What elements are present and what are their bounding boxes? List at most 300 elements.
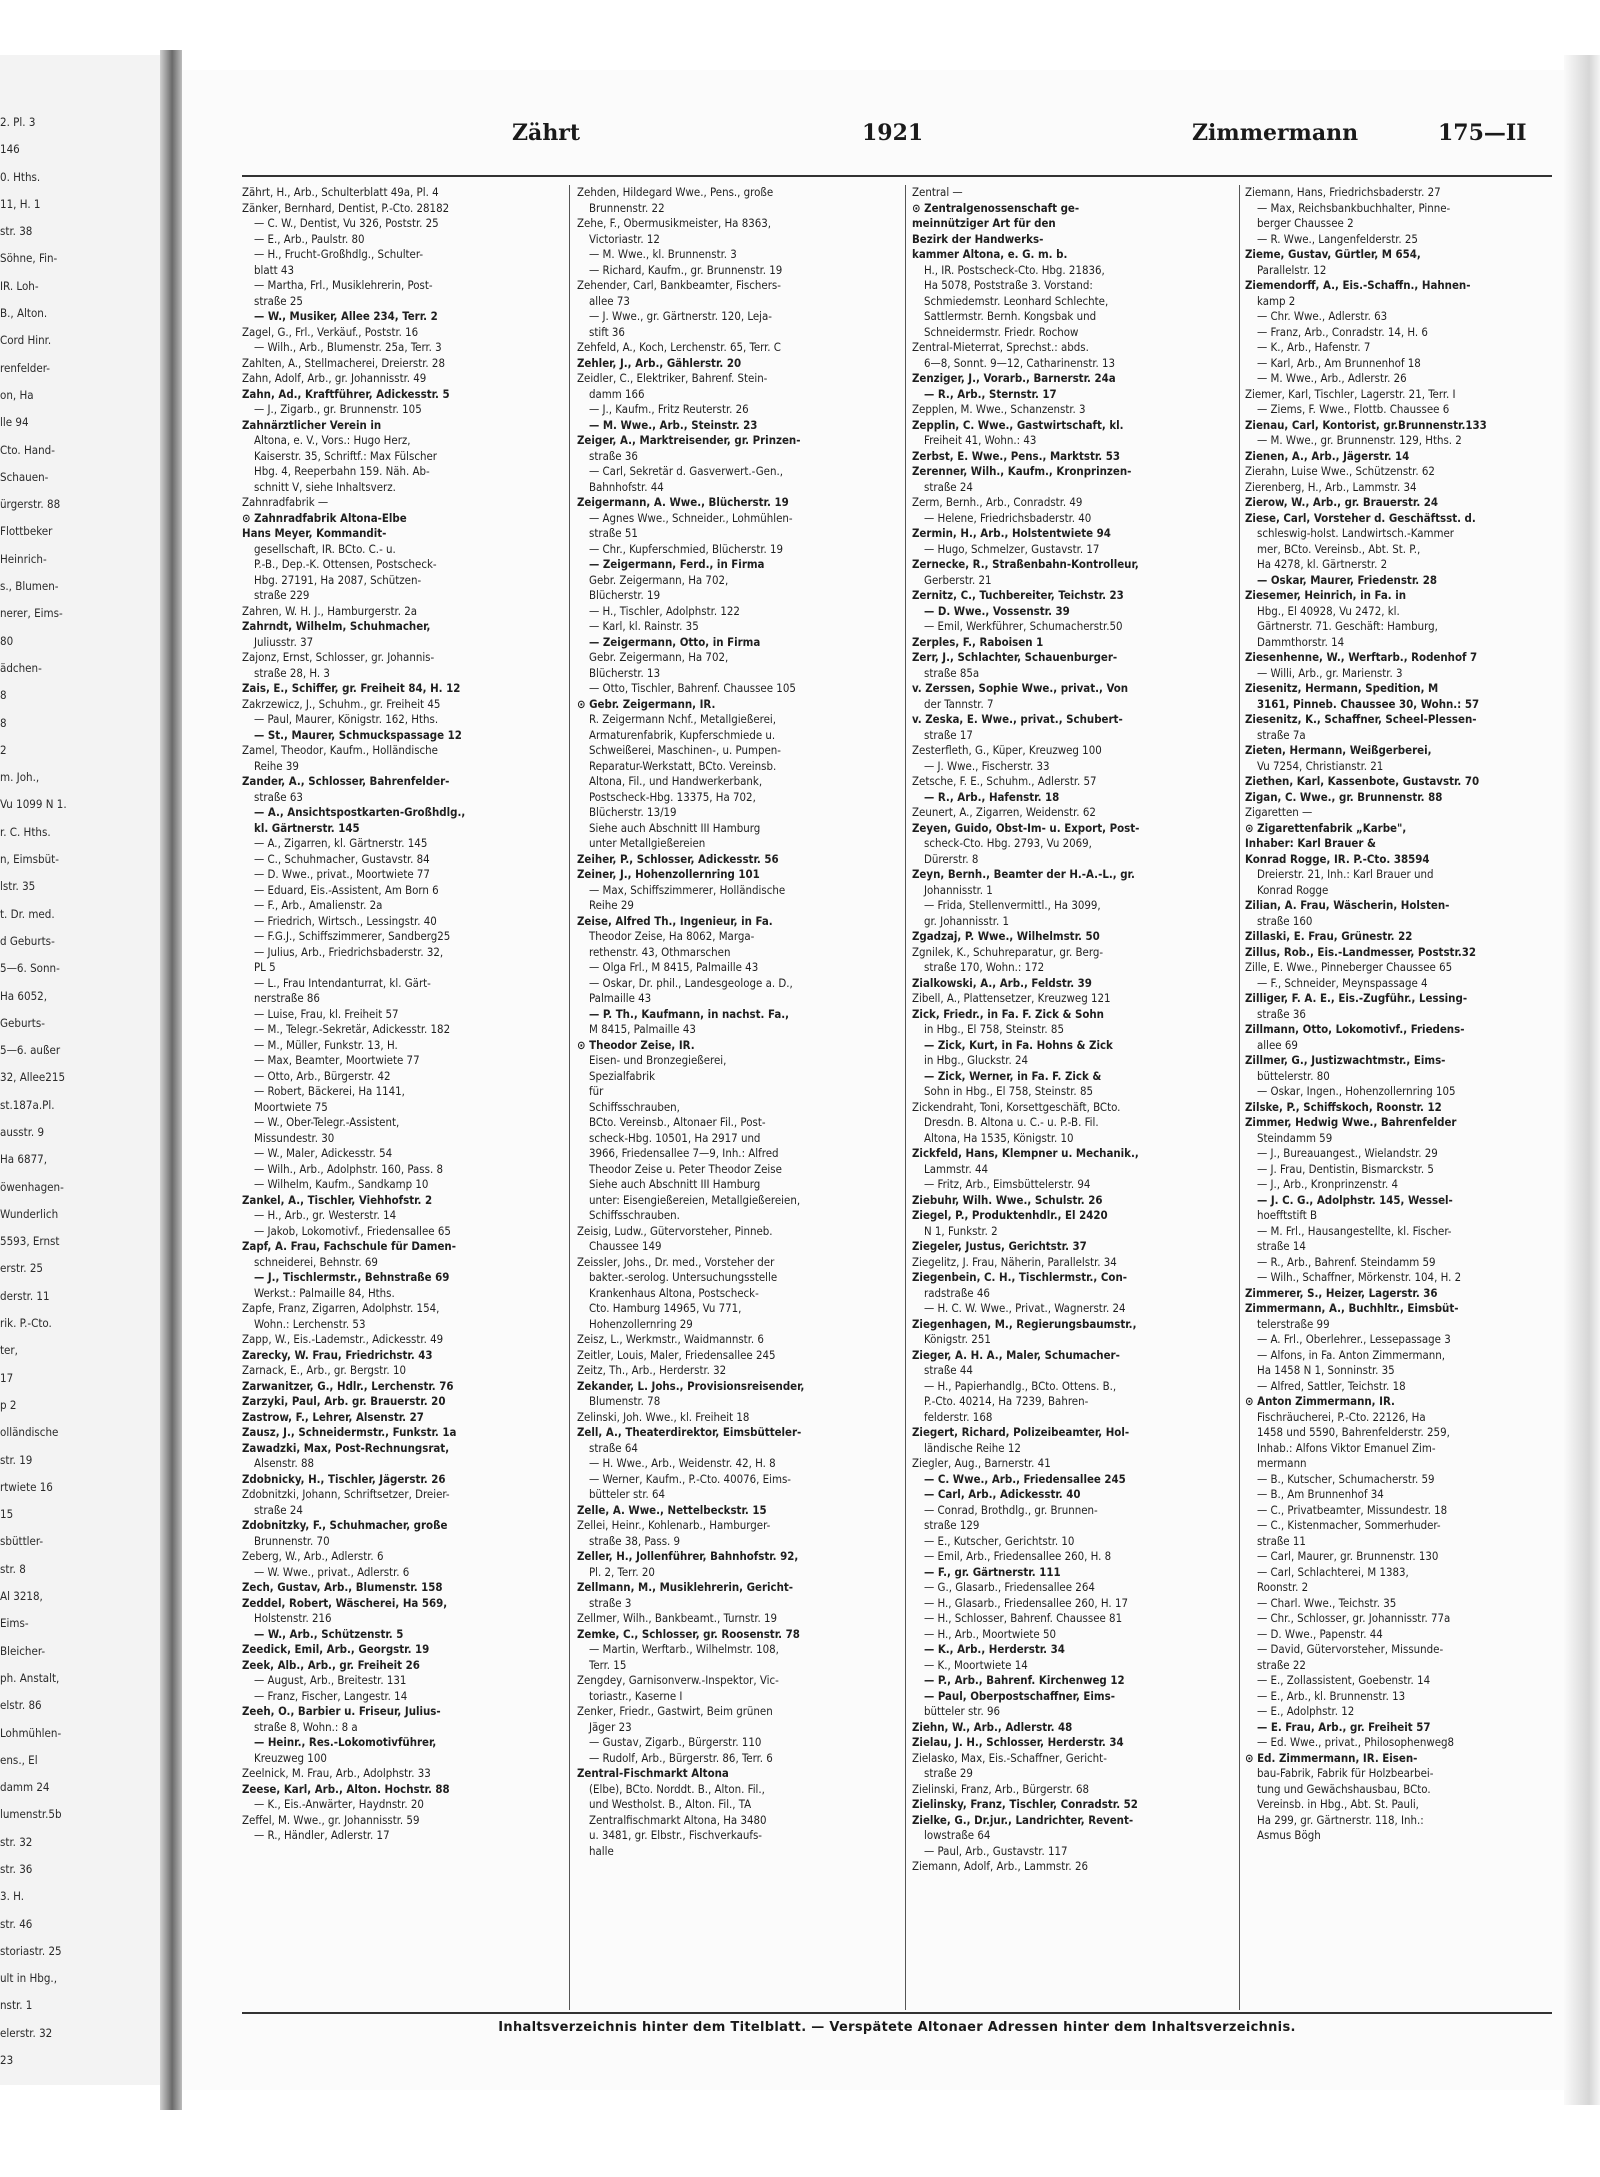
directory-entry: — R., Händler, Adlerstr. 17: [254, 1828, 390, 1842]
left-page-line: 8: [0, 688, 7, 703]
directory-entry: Zech, Gustav, Arb., Blumenstr. 158: [242, 1580, 443, 1594]
directory-entry: — H. Wwe., Arb., Weidenstr. 42, H. 8: [589, 1456, 776, 1470]
directory-entry: — W. Wwe., privat., Adlerstr. 6: [254, 1564, 410, 1579]
directory-entry: mer, BCto. Vereinsb., Abt. St. P.,: [1257, 541, 1421, 556]
directory-entry: Inhab.: Alfons Viktor Emanuel Zim-: [1257, 1440, 1436, 1455]
directory-entry: Schmiedemstr. Leonhard Schlechte,: [924, 293, 1109, 308]
directory-entry: straße 160: [1257, 913, 1313, 928]
directory-entry: — Wilh., Arb., Blumenstr. 25a, Terr. 3: [254, 340, 442, 354]
directory-entry: Ziegenbein, C. H., Tischlermstr., Con-: [912, 1270, 1128, 1284]
directory-entry: Zernecke, R., Straßenbahn-Kontrolleur,: [912, 557, 1139, 571]
directory-entry: lowstraße 64: [924, 1828, 991, 1842]
directory-entry: — F., gr. Gärtnerstr. 111: [924, 1564, 1061, 1579]
directory-entry: — Conrad, Brothdlg., gr. Brunnen-: [924, 1502, 1098, 1517]
directory-entry: Zienau, Carl, Kontorist, gr.Brunnenstr.133: [1245, 417, 1487, 432]
directory-entry: Zarwanitzer, G., Hdlr., Lerchenstr. 76: [242, 1378, 454, 1393]
directory-entry: Zillus, Rob., Eis.-Landmesser, Poststr.32: [1245, 944, 1477, 959]
directory-entry: Zeberg, W., Arb., Adlerstr. 6: [242, 1549, 384, 1563]
header-year: 1921: [862, 120, 924, 146]
directory-entry: Hans Meyer, Kommandit-: [242, 526, 387, 540]
directory-column-3: [912, 185, 1222, 1875]
directory-entry: Ziesenitz, Hermann, Spedition, M: [1245, 681, 1439, 695]
directory-entry: bütteler str. 64: [589, 1487, 666, 1501]
directory-entry: Zeisz, L., Werkmstr., Waidmannstr. 6: [577, 1332, 764, 1346]
directory-entry: Gärtnerstr. 71. Geschäft: Hamburg,: [1257, 619, 1438, 633]
directory-entry: — Chr., Schlosser, gr. Johannisstr. 77a: [1257, 1611, 1451, 1625]
left-page-line: lle 94: [0, 415, 29, 430]
directory-entry: Ha 4278, kl. Gärtnerstr. 2: [1257, 557, 1388, 571]
directory-entry: Ziegel, P., Produktenhdlr., El 2420: [912, 1208, 1108, 1222]
directory-entry: Ziemann, Adolf, Arb., Lammstr. 26: [912, 1859, 1088, 1873]
directory-entry: Armaturenfabrik, Kupferschmiede u.: [589, 727, 776, 742]
directory-entry: Konrad Rogge: [1257, 882, 1329, 897]
directory-entry: Bezirk der Handwerks-: [912, 231, 1044, 246]
directory-entry: schneiderei, Behnstr. 69: [254, 1254, 378, 1269]
directory-entry: 3966, Friedensallee 7—9, Inh.: Alfred: [589, 1146, 779, 1160]
left-page-line: Ha 6052,: [0, 988, 48, 1003]
directory-entry: — H., Schlosser, Bahrenf. Chaussee 81: [924, 1611, 1123, 1625]
directory-entry: — Frida, Stellenvermittl., Ha 3099,: [924, 898, 1101, 912]
directory-entry: Dürerstr. 8: [924, 851, 979, 866]
directory-entry: — Chr., Kupferschmied, Blücherstr. 19: [589, 541, 784, 556]
left-page-line: 8: [0, 715, 7, 730]
directory-entry: Ziegert, Richard, Polizeibeamter, Hol-: [912, 1425, 1130, 1439]
directory-entry: — K., Eis.-Anwärter, Haydnstr. 20: [254, 1797, 424, 1811]
directory-entry: Moortwiete 75: [254, 1099, 328, 1114]
directory-entry: ⊙ Theodor Zeise, IR.: [577, 1037, 695, 1052]
directory-entry: — Jakob, Lokomotivf., Friedensallee 65: [254, 1223, 451, 1238]
directory-entry: M 8415, Palmaille 43: [589, 1022, 696, 1036]
directory-entry: Zapfe, Franz, Zigarren, Adolphstr. 154,: [242, 1301, 440, 1315]
directory-entry: Zell, A., Theaterdirektor, Eimsbütteler-: [577, 1425, 802, 1439]
directory-entry: PL 5: [254, 960, 276, 974]
directory-entry: — Carl, Sekretär d. Gasverwert.-Gen.,: [589, 464, 783, 478]
directory-entry: straße 36: [1257, 1006, 1306, 1021]
directory-entry: Zeise, Alfred Th., Ingenieur, in Fa.: [577, 913, 773, 928]
directory-entry: Altona, e. V., Vors.: Hugo Herz,: [254, 433, 411, 447]
directory-entry: Zengdey, Garnisonverw.-Inspektor, Vic-: [577, 1673, 779, 1687]
directory-entry: Zimmerer, S., Heizer, Lagerstr. 36: [1245, 1285, 1438, 1300]
directory-entry: Hbg. 4, Reeperbahn 159. Näh. Ab-: [254, 464, 430, 478]
directory-entry: Zeek, Alb., Arb., gr. Freiheit 26: [242, 1657, 420, 1672]
directory-entry: Zielinsky, Franz, Tischler, Conradstr. 52: [912, 1797, 1138, 1811]
directory-entry: straße 11: [1257, 1533, 1306, 1548]
directory-entry: — St., Maurer, Schmuckspassage 12: [254, 727, 462, 742]
directory-entry: Zänker, Bernhard, Dentist, P.-Cto. 28182: [242, 200, 450, 215]
directory-entry: Ha 1458 N 1, Sonninstr. 35: [1257, 1363, 1395, 1377]
directory-entry: — A., Zigarren, kl. Gärtnerstr. 145: [254, 836, 428, 850]
directory-entry: Ziemendorff, A., Eis.-Schaffn., Hahnen-: [1245, 278, 1471, 292]
directory-entry: Zeiner, J., Hohenzollernring 101: [577, 867, 760, 881]
directory-entry: Zdobnitzky, F., Schuhmacher, große: [242, 1518, 448, 1532]
directory-entry: ⊙ Zigarettenfabrik „Karbe",: [1245, 820, 1407, 835]
left-page-line: 32, Allee215: [0, 1070, 66, 1085]
directory-entry: — E. Frau, Arb., gr. Freiheit 57: [1257, 1719, 1431, 1734]
directory-entry: — Werner, Kaufm., P.-Cto. 40076, Eims-: [589, 1471, 791, 1486]
directory-entry: Zeissler, Johs., Dr. med., Vorsteher der: [577, 1254, 775, 1269]
directory-entry: Reihe 39: [254, 758, 299, 773]
directory-entry: — A. Frl., Oberlehrer., Lessepassage 3: [1257, 1332, 1451, 1346]
directory-entry: — M., Müller, Funkstr. 13, H.: [254, 1037, 398, 1052]
directory-entry: Freiheit 41, Wohn.: 43: [924, 433, 1037, 447]
directory-entry: Schweißerei, Maschinen-, u. Pumpen-: [589, 743, 781, 757]
directory-entry: Zerr, J., Schlachter, Schauenburger-: [912, 650, 1118, 664]
left-page-line: ph. Anstalt,: [0, 1670, 60, 1685]
directory-entry: Zierahn, Luise Wwe., Schützenstr. 62: [1245, 464, 1435, 478]
directory-entry: der Tannstr. 7: [924, 696, 994, 711]
left-page-line: Cord Hinr.: [0, 333, 52, 348]
left-page-line: damm 24: [0, 1780, 50, 1795]
directory-entry: allee 73: [589, 293, 630, 308]
directory-entry: Holstenstr. 216: [254, 1611, 332, 1625]
directory-entry: P.-B., Dep.-K. Ottensen, Postscheck-: [254, 557, 437, 571]
directory-entry: v. Zerssen, Sophie Wwe., privat., Von: [912, 681, 1129, 695]
left-page-line: 80: [0, 633, 14, 648]
directory-entry: radstraße 46: [924, 1285, 990, 1300]
directory-entry: berger Chaussee 2: [1257, 216, 1354, 230]
directory-entry: — W., Arb., Schützenstr. 5: [254, 1626, 404, 1641]
directory-entry: Zieme, Gustav, Gürtler, M 654,: [1245, 247, 1421, 261]
directory-entry: Zarzyki, Paul, Arb. gr. Brauerstr. 20: [242, 1394, 446, 1408]
directory-entry: Zeiger, A., Marktreisender, gr. Prinzen-: [577, 433, 801, 447]
left-page-line: 5593, Ernst: [0, 1234, 60, 1249]
directory-entry: telerstraße 99: [1257, 1316, 1330, 1331]
directory-entry: Zahrndt, Wilhelm, Schuhmacher,: [242, 619, 431, 633]
directory-entry: scheck-Hbg. 10501, Ha 2917 und: [589, 1130, 761, 1145]
directory-entry: — W., Ober-Telegr.-Assistent,: [254, 1115, 400, 1129]
left-page-line: str. 19: [0, 1452, 33, 1467]
directory-entry: Zdobnitzki, Johann, Schriftsetzer, Dreier-: [242, 1487, 450, 1501]
directory-entry: Theodor Zeise, Ha 8062, Marga-: [589, 929, 755, 943]
directory-entry: — Franz, Arb., Conradstr. 14, H. 6: [1257, 324, 1428, 339]
directory-entry: — Eduard, Eis.-Assistent, Am Born 6: [254, 882, 439, 897]
directory-entry: Zellmer, Wilh., Bankbeamt., Turnstr. 19: [577, 1611, 778, 1625]
directory-entry: Zeller, H., Jollenführer, Bahnhofstr. 92,: [577, 1549, 799, 1563]
left-page-line: 0. Hths.: [0, 169, 41, 184]
directory-entry: Juliusstr. 37: [254, 634, 314, 649]
directory-entry: straße 7a: [1257, 727, 1306, 742]
directory-entry: — Heinr., Res.-Lokomotivführer,: [254, 1735, 437, 1749]
left-page-line: ürgerstr. 88: [0, 497, 61, 512]
directory-entry: — G., Glasarb., Friedensallee 264: [924, 1580, 1095, 1594]
directory-entry: Zakrzewicz, J., Schuhm., gr. Freiheit 45: [242, 696, 441, 711]
directory-entry: — Carl, Maurer, gr. Brunnenstr. 130: [1257, 1549, 1439, 1563]
directory-entry: straße 85a: [924, 665, 980, 680]
directory-entry: Zdobnicky, H., Tischler, Jägerstr. 26: [242, 1471, 446, 1486]
directory-entry: Ziegenhagen, M., Regierungsbaumstr.,: [912, 1316, 1137, 1331]
book-spine: [160, 50, 182, 2110]
directory-entry: und Westholst. B., Alton. Fil., TA: [589, 1797, 752, 1811]
directory-entry: Zeyn, Bernh., Beamter der H.-A.-L., gr.: [912, 867, 1135, 881]
directory-entry: — Oskar, Maurer, Friedenstr. 28: [1257, 572, 1437, 587]
directory-entry: Ziese, Carl, Vorsteher d. Geschäftsst. d.: [1245, 510, 1476, 525]
left-page-line: storiastr. 25: [0, 1943, 62, 1958]
directory-entry: — H., Papierhandlg., BCto. Ottens. B.,: [924, 1378, 1117, 1393]
directory-entry: kammer Altona, e. G. m. b.: [912, 247, 1068, 261]
directory-entry: stift 36: [589, 324, 625, 339]
left-page-line: ter,: [0, 1343, 18, 1358]
directory-entry: — Otto, Tischler, Bahrenf. Chaussee 105: [589, 681, 796, 695]
directory-entry: Zekander, L. Johs., Provisionsreisender,: [577, 1378, 805, 1393]
directory-entry: Zierow, W., Arb., gr. Brauerstr. 24: [1245, 495, 1439, 509]
directory-entry: straße 3: [589, 1595, 632, 1610]
directory-entry: Zeese, Karl, Arb., Alton. Hochstr. 88: [242, 1781, 450, 1796]
left-page-line: derstr. 11: [0, 1288, 50, 1303]
directory-entry: — M. Frl., Hausangestellte, kl. Fischer-: [1257, 1223, 1452, 1238]
directory-entry: — C., Privatbeamter, Missundestr. 18: [1257, 1502, 1448, 1517]
directory-entry: — B., Kutscher, Schumacherstr. 59: [1257, 1471, 1435, 1486]
directory-entry: Zimmer, Hedwig Wwe., Bahrenfelder: [1245, 1115, 1457, 1129]
directory-entry: Zeelnick, M. Frau, Arb., Adolphstr. 33: [242, 1766, 431, 1780]
directory-entry: allee 69: [1257, 1037, 1298, 1052]
directory-entry: Zgadzaj, P. Wwe., Wilhelmstr. 50: [912, 929, 1100, 943]
directory-entry: toriastr., Kaserne I: [589, 1688, 683, 1703]
directory-entry: Gebr. Zeigermann, Ha 702,: [589, 572, 729, 587]
directory-entry: Zielau, J. H., Schlosser, Herderstr. 34: [912, 1735, 1124, 1749]
directory-entry: R. Zeigermann Nchf., Metallgießerei,: [589, 712, 776, 726]
directory-entry: — Oskar, Ingen., Hohenzollernring 105: [1257, 1084, 1456, 1098]
directory-entry: Ziemer, Karl, Tischler, Lagerstr. 21, Terr. I: [1245, 386, 1456, 401]
directory-entry: — R., Arb., Sternstr. 17: [924, 386, 1057, 401]
directory-entry: unter: Eisengießereien, Metallgießereien,: [589, 1192, 801, 1207]
directory-entry: — Zeigermann, Otto, in Firma: [589, 634, 761, 649]
directory-entry: — M. Wwe., Arb., Adlerstr. 26: [1257, 371, 1407, 385]
directory-entry: — Hugo, Schmelzer, Gustavstr. 17: [924, 541, 1100, 556]
directory-entry: Zapp, W., Eis.-Lademstr., Adickesstr. 49: [242, 1332, 444, 1346]
left-page-line: t. Dr. med.: [0, 906, 55, 921]
directory-entry: straße 25: [254, 293, 303, 308]
left-page-line: Eims-: [0, 1616, 29, 1631]
directory-entry: Ziehn, W., Arb., Adlerstr. 48: [912, 1719, 1073, 1734]
directory-entry: Theodor Zeise u. Peter Theodor Zeise: [589, 1161, 782, 1176]
directory-entry: schnitt V, siehe Inhaltsverz.: [254, 479, 396, 494]
directory-entry: kl. Gärtnerstr. 145: [254, 820, 360, 835]
directory-entry: straße 14: [1257, 1239, 1306, 1253]
directory-entry: — Karl, Arb., Am Brunnenhof 18: [1257, 355, 1421, 370]
directory-entry: — J. Frau, Dentistin, Bismarckstr. 5: [1257, 1161, 1434, 1176]
directory-entry: Blücherstr. 13: [589, 665, 661, 680]
directory-entry: Ziesemer, Heinrich, in Fa. in: [1245, 588, 1407, 602]
directory-entry: Zenziger, J., Vorarb., Barnerstr. 24a: [912, 371, 1116, 385]
directory-entry: v. Zeska, E. Wwe., privat., Schubert-: [912, 712, 1123, 726]
directory-entry: N 1, Funkstr. 2: [924, 1223, 998, 1238]
directory-entry: Zeigermann, A. Wwe., Blücherstr. 19: [577, 495, 789, 509]
directory-entry: Zillmer, G., Justizwachtmstr., Eims-: [1245, 1053, 1446, 1067]
directory-entry: in Hbg., Gluckstr. 24: [924, 1053, 1028, 1067]
directory-entry: — H. C. W. Wwe., Privat., Wagnerstr. 24: [924, 1301, 1126, 1315]
left-page-line: Lohmühlen-: [0, 1725, 62, 1740]
directory-entry: — M. Wwe., kl. Brunnenstr. 3: [589, 247, 737, 261]
directory-entry: straße 8, Wohn.: 8 a: [254, 1719, 358, 1734]
left-page-line: erstr. 25: [0, 1261, 43, 1276]
directory-entry: straße 28, H. 3: [254, 665, 330, 680]
directory-entry: Zierenberg, H., Arb., Lammstr. 34: [1245, 479, 1417, 494]
directory-entry: — W., Maler, Adickesstr. 54: [254, 1146, 393, 1160]
directory-entry: tung und Gewächshausbau, BCto.: [1257, 1781, 1431, 1796]
directory-entry: Zeunert, A., Zigarren, Weidenstr. 62: [912, 805, 1096, 819]
directory-entry: Zeedick, Emil, Arb., Georgstr. 19: [242, 1642, 430, 1656]
directory-entry: Zillmann, Otto, Lokomotivf., Friedens-: [1245, 1022, 1465, 1036]
directory-entry: — Martha, Frl., Musiklehrerin, Post-: [254, 278, 433, 292]
directory-entry: — Ed. Wwe., privat., Philosophenweg8: [1257, 1735, 1455, 1749]
directory-entry: Dresdn. B. Altona u. C.- u. P.-B. Fil.: [924, 1115, 1099, 1129]
directory-entry: Schneidermstr. Friedr. Rochow: [924, 324, 1079, 339]
directory-entry: Inhaber: Karl Brauer &: [1245, 836, 1376, 850]
directory-entry: Zernitz, C., Tuchbereiter, Teichstr. 23: [912, 588, 1124, 602]
directory-entry: Zastrow, F., Lehrer, Alsenstr. 27: [242, 1409, 424, 1424]
directory-entry: Zilian, A. Frau, Wäscherin, Holsten-: [1245, 898, 1450, 912]
directory-entry: — E., Kutscher, Gerichtstr. 10: [924, 1533, 1075, 1548]
directory-entry: u. 3481, gr. Elbstr., Fischverkaufs-: [589, 1828, 762, 1842]
directory-entry: Zarnack, E., Arb., gr. Bergstr. 10: [242, 1363, 406, 1377]
directory-entry: Zimmermann, A., Buchhltr., Eimsbüt-: [1245, 1301, 1459, 1315]
directory-entry: 6—8, Sonnt. 9—12, Catharinenstr. 13: [924, 355, 1116, 370]
directory-entry: — Wilh., Arb., Adolphstr. 160, Pass. 8: [254, 1161, 444, 1176]
directory-entry: — K., Moortwiete 14: [924, 1657, 1028, 1672]
left-page-line: 2: [0, 742, 7, 757]
directory-entry: — J., Tischlermstr., Behnstraße 69: [254, 1270, 450, 1284]
directory-entry: Zehler, J., Arb., Gählerstr. 20: [577, 355, 742, 370]
directory-entry: Hohenzollernring 29: [589, 1316, 693, 1331]
directory-entry: Zerm, Bernh., Arb., Conradstr. 49: [912, 495, 1083, 509]
directory-entry: hoefftstift B: [1257, 1208, 1318, 1222]
directory-entry: schleswig-holst. Landwirtsch.-Kammer: [1257, 526, 1455, 540]
left-page-line: str. 38: [0, 224, 33, 239]
directory-entry: — R. Wwe., Langenfelderstr. 25: [1257, 231, 1418, 246]
directory-entry: Siehe auch Abschnitt III Hamburg: [589, 1177, 761, 1191]
directory-entry: Zahlten, A., Stellmacherei, Dreierstr. 28: [242, 355, 445, 370]
directory-entry: — B., Am Brunnenhof 34: [1257, 1487, 1384, 1501]
left-page-line: Wunderlich: [0, 1206, 59, 1221]
directory-entry: — J., Zigarb., gr. Brunnenstr. 105: [254, 402, 422, 416]
directory-entry: — Carl, Schlachterei, M 1383,: [1257, 1564, 1409, 1579]
directory-entry: Kaiserstr. 35, Schriftf.: Max Fülscher: [254, 448, 437, 463]
directory-entry: Fischräucherei, P.-Cto. 22126, Ha: [1257, 1409, 1426, 1424]
directory-entry: — Max, Reichsbankbuchhalter, Pinne-: [1257, 200, 1451, 215]
directory-entry: Zentral —: [912, 185, 963, 199]
directory-entry: gr. Johannisstr. 1: [924, 913, 1009, 928]
directory-entry: straße 44: [924, 1363, 973, 1377]
left-page-line: B., Alton.: [0, 306, 48, 321]
directory-entry: Spezialfabrik: [589, 1068, 656, 1083]
directory-entry: Parallelstr. 12: [1257, 262, 1327, 277]
directory-entry: — D. Wwe., Vossenstr. 39: [924, 603, 1070, 618]
directory-entry: Zeitz, Th., Arb., Herderstr. 32: [577, 1363, 727, 1377]
directory-entry: Kreuzweg 100: [254, 1750, 327, 1765]
directory-entry: — F., Arb., Amalienstr. 2a: [254, 898, 383, 912]
directory-entry: Zentral-Fischmarkt Altona: [577, 1766, 729, 1780]
directory-entry: Brunnenstr. 70: [254, 1533, 330, 1548]
directory-entry: straße 24: [924, 479, 973, 494]
left-page-line: 15: [0, 1507, 14, 1522]
directory-entry: — M. Wwe., gr. Brunnenstr. 129, Hths. 2: [1257, 433, 1462, 447]
directory-entry: — C. Wwe., Arb., Friedensallee 245: [924, 1471, 1126, 1486]
left-page-line: Ha 6877,: [0, 1152, 48, 1167]
directory-entry: gesellschaft, IR. BCto. C.- u.: [254, 541, 396, 556]
column-divider: [569, 185, 570, 2010]
directory-entry: BCto. Vereinsb., Altonaer Fil., Post-: [589, 1115, 766, 1129]
directory-entry: — Emil, Werkführer, Schumacherstr.50: [924, 619, 1123, 633]
directory-entry: — H., Arb., Moortwiete 50: [924, 1626, 1057, 1641]
directory-entry: halle: [589, 1843, 614, 1858]
directory-entry: Terr. 15: [589, 1657, 627, 1672]
directory-entry: Zellei, Heinr., Kohlenarb., Hamburger-: [577, 1518, 771, 1532]
directory-entry: — L., Frau Intendanturrat, kl. Gärt-: [254, 975, 431, 990]
left-page-line: rtwiete 16: [0, 1479, 53, 1494]
directory-entry: Zilske, P., Schiffskoch, Roonstr. 12: [1245, 1099, 1442, 1114]
directory-entry: — Luise, Frau, kl. Freiheit 57: [254, 1006, 399, 1021]
left-page-line: lumenstr.5b: [0, 1807, 62, 1822]
directory-entry: Bahnhofstr. 44: [589, 479, 664, 494]
directory-entry: mermann: [1257, 1456, 1307, 1470]
left-page-line: Bleicher-: [0, 1643, 46, 1658]
directory-entry: — H., Glasarb., Friedensallee 260, H. 17: [924, 1595, 1128, 1610]
directory-entry: Zerbst, E. Wwe., Pens., Marktstr. 53: [912, 448, 1121, 463]
directory-entry: — Paul, Arb., Gustavstr. 117: [924, 1843, 1068, 1858]
header-page-number: 175—II: [1438, 120, 1527, 146]
directory-entry: Königstr. 251: [924, 1332, 991, 1346]
directory-entry: Ziegler, Aug., Barnerstr. 41: [912, 1456, 1051, 1470]
directory-entry: Ha 299, gr. Gärtnerstr. 118, Inh.:: [1257, 1812, 1424, 1827]
left-page-line: st.187a.Pl.: [0, 1097, 55, 1112]
directory-entry: — C. W., Dentist, Vu 326, Poststr. 25: [254, 216, 439, 230]
directory-entry: ⊙ Ed. Zimmermann, IR. Eisen-: [1245, 1750, 1418, 1765]
left-page-line: nerer, Eims-: [0, 606, 63, 621]
directory-entry: Vereinsb. in Hbg., Abt. St. Pauli,: [1257, 1797, 1419, 1811]
directory-entry: Zais, E., Schiffer, gr. Freiheit 84, H. 12: [242, 681, 461, 695]
left-page-line: olländische: [0, 1425, 59, 1440]
directory-entry: — E., Arb., Paulstr. 80: [254, 231, 365, 246]
directory-entry: Zigan, C. Wwe., gr. Brunnenstr. 88: [1245, 789, 1443, 804]
directory-entry: — W., Musiker, Allee 234, Terr. 2: [254, 309, 438, 323]
directory-entry: Altona, Ha 1535, Königstr. 10: [924, 1130, 1074, 1145]
directory-entry: — H., Arb., gr. Westerstr. 14: [254, 1208, 397, 1222]
left-page-line: r. C. Hths.: [0, 824, 51, 839]
directory-entry: — David, Gütervorsteher, Missunde-: [1257, 1642, 1444, 1656]
directory-entry: büttelerstr. 80: [1257, 1068, 1330, 1083]
directory-entry: Zahren, W. H. J., Hamburgerstr. 2a: [242, 603, 418, 618]
directory-entry: Altona, Fil., und Handwerkerbank,: [589, 774, 763, 788]
left-page-line: ult in Hbg.,: [0, 1971, 57, 1986]
directory-entry: — Carl, Arb., Adickesstr. 40: [924, 1487, 1081, 1501]
directory-entry: — Richard, Kaufm., gr. Brunnenstr. 19: [589, 262, 783, 277]
directory-entry: Zagel, G., Frl., Verkäuf., Poststr. 16: [242, 324, 419, 339]
directory-entry: Zawadzki, Max, Post-Rechnungsrat,: [242, 1440, 450, 1455]
directory-entry: — Martin, Werftarb., Wilhelmstr. 108,: [589, 1642, 779, 1656]
left-page-line: 23: [0, 2053, 14, 2068]
left-page-line: str. 8: [0, 1561, 26, 1576]
directory-column-2: [577, 185, 887, 1859]
directory-entry: — J. C. G., Adolphstr. 145, Wessel-: [1257, 1192, 1453, 1207]
directory-entry: Brunnenstr. 22: [589, 200, 665, 215]
left-page-line: ausstr. 9: [0, 1124, 45, 1139]
directory-entry: — M., Telegr.-Sekretär, Adickesstr. 182: [254, 1022, 451, 1036]
directory-entry: — August, Arb., Breitestr. 131: [254, 1673, 407, 1687]
directory-entry: — Agnes Wwe., Schneider., Lohmühlen-: [589, 510, 793, 525]
left-page-line: elerstr. 32: [0, 2025, 53, 2040]
left-page-line: 5—6. Sonn-: [0, 961, 60, 976]
directory-entry: damm 166: [589, 386, 645, 401]
directory-entry: straße 22: [1257, 1657, 1306, 1672]
directory-entry: — Max, Beamter, Moortwiete 77: [254, 1053, 420, 1067]
left-page-line: Heinrich-: [0, 551, 47, 566]
directory-entry: Ha 5078, Poststraße 3. Vorstand:: [924, 278, 1093, 292]
directory-entry: Zeyen, Guido, Obst-Im- u. Export, Post-: [912, 820, 1140, 835]
directory-entry: Zeeh, O., Barbier u. Friseur, Julius-: [242, 1704, 441, 1718]
directory-entry: — E., Adolphstr. 12: [1257, 1704, 1355, 1718]
left-page-line: 17: [0, 1370, 14, 1385]
directory-entry: Zamel, Theodor, Kaufm., Holländische: [242, 743, 438, 757]
